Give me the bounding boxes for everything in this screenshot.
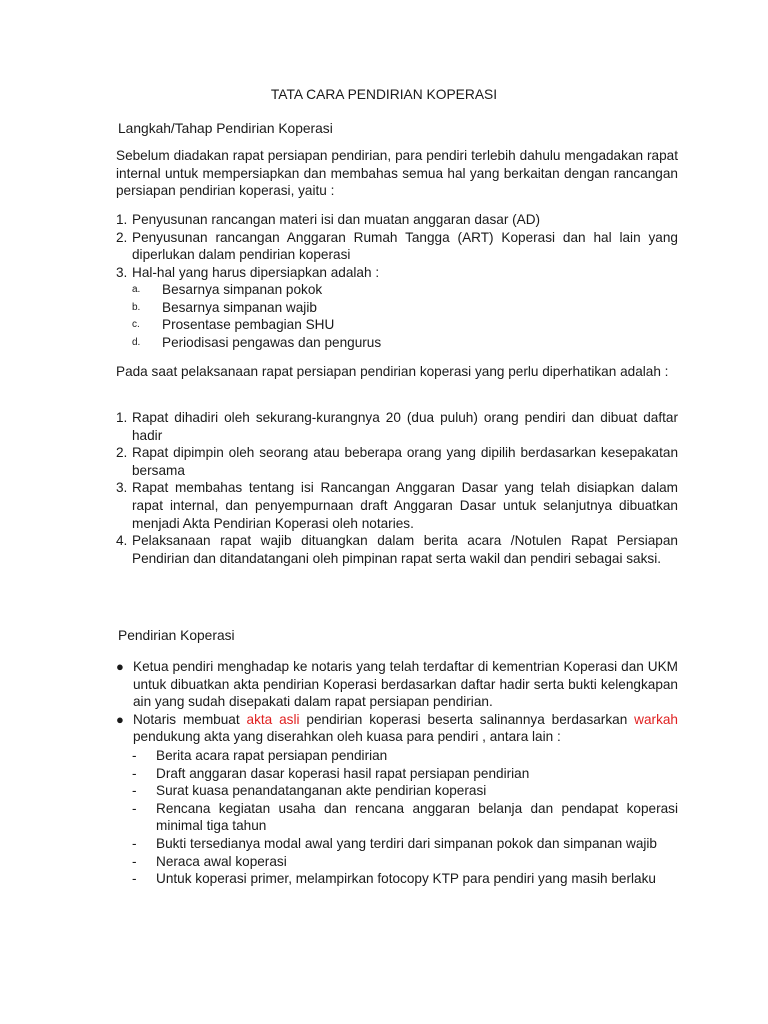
bullet-text-part: pendirian koperasi beserta salinannya berdasarkan <box>299 711 635 727</box>
list-number: 1. <box>116 410 128 425</box>
list-item <box>116 532 678 567</box>
sublist-text: Periodisasi pengawas dan pengurus <box>162 334 382 350</box>
dash-item <box>132 765 678 783</box>
dash-item <box>132 747 678 765</box>
sublist-text: Besarnya simpanan pokok <box>162 282 323 297</box>
sublist-letter: a. <box>132 284 141 295</box>
dash-text: Draft anggaran dasar koperasi hasil rapat persiapan pendirian <box>156 765 530 781</box>
sublist-text: Besarnya simpanan wajib <box>162 299 317 315</box>
preparation-list <box>116 211 678 281</box>
sublist-letter: c. <box>132 319 140 331</box>
sublist-item <box>132 299 632 317</box>
section-heading-pendirian: Pendirian Koperasi <box>118 628 235 643</box>
list-text: Rapat membahas tentang isi Rancangan Anggaran Dasar yang telah disiapkan dalam rapat internal, dan penyempurnaan draft Anggaran Dasar untuk selanjutnya dibuatkan menjadi Akta Pendirian Koperasi oleh notaries. <box>132 480 678 531</box>
dash-text: Berita acara rapat persiapan pendirian <box>156 748 388 763</box>
list-text: Rapat dihadiri oleh sekurang-kurangnya 20 (dua puluh) orang pendiri dan dibuat daftar hadir <box>132 410 678 443</box>
dash-text: Neraca awal koperasi <box>156 853 287 869</box>
list-item <box>116 444 678 479</box>
bullet-text-part: Notaris membuat <box>133 711 247 727</box>
dash-item <box>132 782 678 800</box>
dash-item <box>132 835 678 853</box>
sublist-item <box>132 281 632 299</box>
page-title: TATA CARA PENDIRIAN KOPERASI <box>270 87 498 102</box>
dash-item <box>132 800 678 835</box>
sublist-letter: d. <box>132 336 141 348</box>
dash-text: Untuk koperasi primer, melampirkan fotocopy KTP para pendiri yang masih berlaku <box>156 871 656 887</box>
implementation-list <box>116 409 678 567</box>
bullet-item <box>116 658 678 711</box>
pendirian-bullet-list <box>116 658 678 746</box>
bullet-icon: ● <box>116 711 124 727</box>
dash-marker: - <box>132 800 137 816</box>
sublist-item <box>132 316 632 334</box>
list-text: Pelaksanaan rapat wajib dituangkan dalam berita acara /Notulen Rapat Persiapan Pendirian dan ditandatangani oleh pimpinan rapat serta wakil dan pendiri sebagai saksi. <box>132 533 678 566</box>
preparation-sublist <box>132 281 632 351</box>
list-item <box>116 229 678 264</box>
dash-text: Bukti tersedianya modal awal yang terdiri dari simpanan pokok dan simpanan wajib <box>156 835 657 851</box>
list-text: Rapat dipimpin oleh seorang atau beberapa orang yang dipilih berdasarkan kesepakatan bersama <box>132 445 678 478</box>
list-item <box>116 264 678 282</box>
dash-marker: - <box>132 835 137 851</box>
bullet-text-part: pendukung akta yang diserahkan oleh kuasa para pendiri , antara lain : <box>133 729 561 745</box>
highlight-warkah: warkah <box>634 711 678 727</box>
intro-paragraph: Sebelum diadakan rapat persiapan pendirian, para pendiri terlebih dahulu mengadakan rapat internal untuk mempersiapkan dan membahas semua hal yang berkaitan dengan rancangan persiapan pendirian koperasi, yaitu : <box>116 148 678 199</box>
bullet-icon: ● <box>116 659 124 674</box>
dash-item <box>132 853 678 871</box>
list-item <box>116 409 678 444</box>
implementation-paragraph: Pada saat pelaksanaan rapat persiapan pendirian koperasi yang perlu diperhatikan adalah : <box>116 364 669 379</box>
dash-item <box>132 870 678 888</box>
list-number: 3. <box>116 264 128 280</box>
section-heading-langkah: Langkah/Tahap Pendirian Koperasi <box>118 121 333 136</box>
dash-marker: - <box>132 748 137 763</box>
dash-marker: - <box>132 871 137 887</box>
list-number: 2. <box>116 229 128 245</box>
list-number: 1. <box>116 212 128 227</box>
bullet-item <box>116 711 678 746</box>
bullet-text <box>133 711 678 746</box>
list-item <box>116 479 678 532</box>
list-number: 3. <box>116 480 128 496</box>
dash-marker: - <box>132 783 137 799</box>
sublist-letter: b. <box>132 301 141 313</box>
list-number: 2. <box>116 445 128 461</box>
bullet-text: Ketua pendiri menghadap ke notaris yang telah terdaftar di kementrian Koperasi dan UKM untuk dibuatkan akta pendirian Koperasi berdasarkan daftar hadir serta bukti kelengkapan ain yang sudah disepakati dalam rapat persiapan pendirian. <box>133 659 678 710</box>
list-text: Penyusunan rancangan Anggaran Rumah Tangga (ART) Koperasi dan hal lain yang diperlukan dalam pendirian koperasi <box>132 229 678 263</box>
dash-marker: - <box>132 853 137 869</box>
highlight-akta-asli: akta asli <box>246 711 300 727</box>
document-dash-list <box>132 747 678 888</box>
list-text: Penyusunan rancangan materi isi dan muatan anggaran dasar (AD) <box>132 212 541 227</box>
dash-text: Rencana kegiatan usaha dan rencana anggaran belanja dan pendapat koperasi minimal tiga tahun <box>156 800 678 834</box>
sublist-text: Prosentase pembagian SHU <box>162 317 335 333</box>
list-item <box>116 211 678 229</box>
dash-text: Surat kuasa penandatanganan akte pendirian koperasi <box>156 783 487 799</box>
dash-marker: - <box>132 765 137 781</box>
sublist-item <box>132 334 632 352</box>
list-text: Hal-hal yang harus dipersiapkan adalah : <box>132 264 380 280</box>
list-number: 4. <box>116 533 128 549</box>
